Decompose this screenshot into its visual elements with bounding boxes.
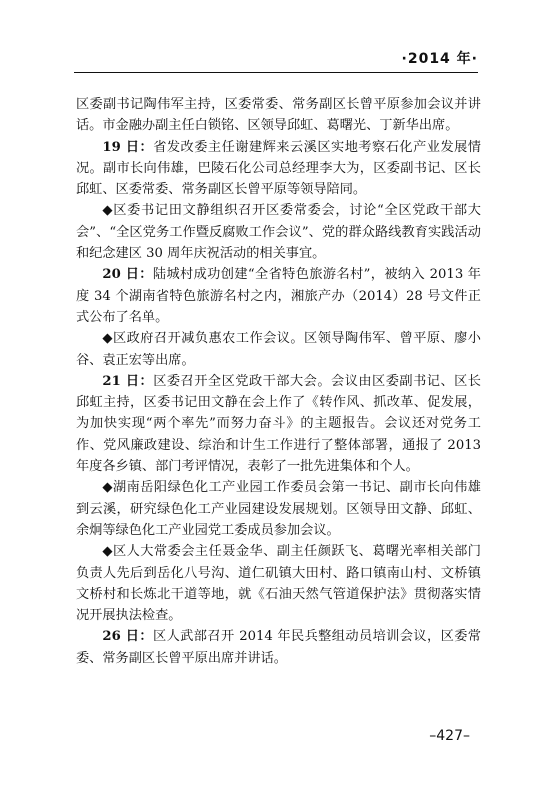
paragraph-text: ◆区人大常委会主任聂金华、副主任颜跃飞、葛曙光率相关部门负责人先后到岳化八号沟、道仁矶镇大田村、路口镇南山村、文桥镇文桥村和长炼北干道等地，就《石油天然气管道保护法》贯彻落实情况开展执法检查。 (76, 544, 481, 624)
paragraph (76, 541, 481, 626)
date-label: 20 日： (102, 267, 153, 283)
paragraph (76, 328, 481, 371)
paragraph (76, 200, 481, 264)
date-label: 26 日： (102, 629, 153, 645)
paragraph (76, 477, 481, 541)
paragraph-text: 区人武部召开 2014 年民兵整组动员培训会议，区委常委、常务副区长曾平原出席并讲话。 (76, 629, 481, 666)
date-label: 21 日： (102, 373, 154, 389)
page-number: –427– (429, 728, 470, 744)
paragraph-text: 区委召开全区党政干部大会。会议由区委副书记、区长邱虹主持，区委书记田文静在会上作了《转作风、抓改革、促发展，为加快实现“两个率先”而努力奋斗》的主题报告。会议还对党务工作、党风廉政建设、综治和计生工作进行了整体部署，通报了 2013 年度各乡镇、部门考评情况，表彰了一批先进集体和个人。 (76, 373, 481, 475)
page-body (76, 94, 481, 669)
paragraph-text: 区委副书记陶伟军主持，区委常委、常务副区长曾平原参加会议并讲话。市金融办副主任白锁铭、区领导邱虹、葛曙光、丁新华出席。 (76, 97, 481, 134)
paragraph (76, 137, 481, 201)
paragraph (76, 371, 481, 477)
page-header (0, 0, 548, 90)
paragraph-text: ◆湖南岳阳绿色化工产业园工作委员会第一书记、副市长向伟雄到云溪，研究绿色化工产业园建设发展规划。区领导田文静、邱虹、余炯等绿色化工产业园党工委成员参加会议。 (76, 480, 481, 538)
date-label: 19 日： (102, 139, 154, 155)
header-rule (74, 72, 478, 73)
paragraph (76, 94, 481, 137)
paragraph-text: ◆区政府召开减负惠农工作会议。区领导陶伟军、曾平原、廖小谷、袁正宏等出席。 (76, 331, 481, 368)
header-year: ·2014 年· (401, 51, 478, 67)
paragraph (76, 626, 481, 669)
paragraph-text: 省发改委主任谢建辉来云溪区实地考察石化产业发展情况。副市长向伟雄，巴陵石化公司总经理李大为，区委副书记、区长邱虹、区委常委、常务副区长曾平原等领导陪同。 (76, 139, 481, 198)
paragraph-text: 陆城村成功创建“全省特色旅游名村”，被纳入 2013 年度 34 个湖南省特色旅游名村之内，湘旅产办（2014）28 号文件正式公布了名单。 (76, 267, 481, 325)
paragraph-text: ◆区委书记田文静组织召开区委常委会，讨论“全区党政干部大会”、“全区党务工作暨反腐败工作会议”、党的群众路线教育实践活动和纪念建区 30 周年庆祝活动的相关事宜。 (76, 203, 481, 262)
paragraph (76, 264, 481, 328)
